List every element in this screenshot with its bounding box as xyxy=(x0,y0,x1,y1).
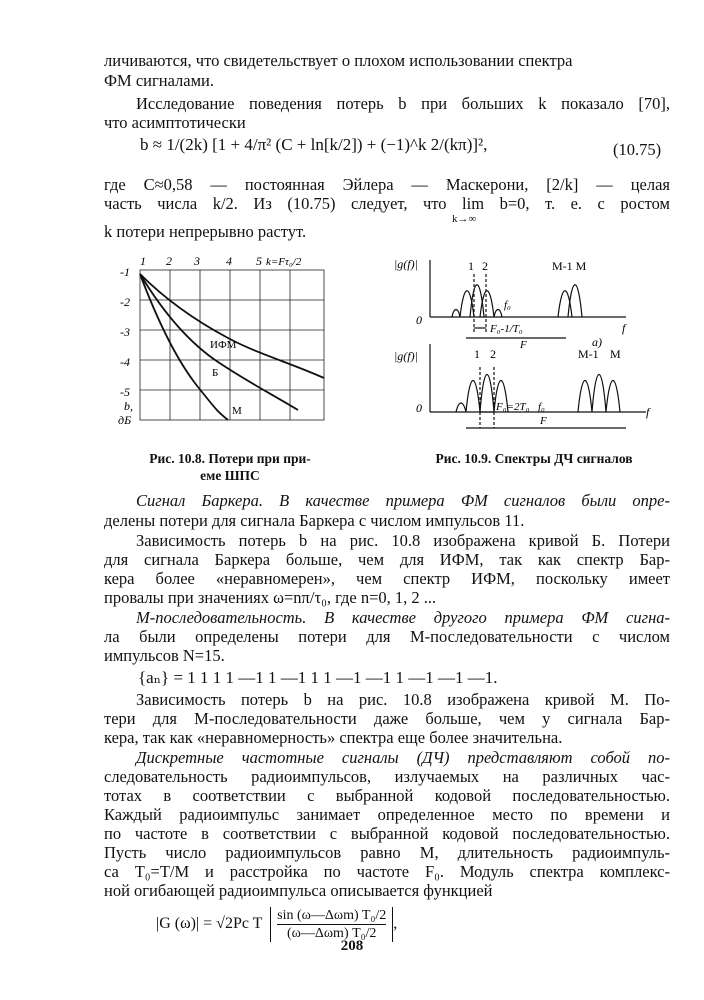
formula-10-75: b ≈ 1/(2k) [1 + 4/π² (C + ln[k/2]) + (−1)^k 2/(kπ)]², xyxy=(140,135,488,154)
formula-g: |G (ω)| = √2Pc T sin (ω—Δωm) T₀/2 (ω—Δωm) T₀/2 , xyxy=(156,908,398,941)
x-axis-label: k=Fτ₀/2 xyxy=(266,256,302,268)
f-label: f xyxy=(622,321,626,335)
peak-label: 1 xyxy=(474,347,480,361)
sequence-formula: {aₙ} = 1 1 1 1 —1 1 —1 1 1 —1 —1 1 —1 —1 —1. xyxy=(138,668,498,687)
f-label: f xyxy=(646,405,650,419)
peak-label: 2 xyxy=(490,347,496,361)
figure-10-8 xyxy=(108,252,334,432)
text-line: следовательность радиоимпульсов, излучаемых на различных час- xyxy=(104,767,670,786)
zero-label: 0 xyxy=(416,313,422,327)
numerator: sin (ω—Δωm) T₀/2 xyxy=(277,908,387,923)
text-line: ФМ сигналами. xyxy=(104,71,215,90)
run-in-heading: Сигнал Баркера. В качестве примера ФМ сигналов были опре- xyxy=(136,491,670,510)
text-line: са T₀=T/M и расстройка по частоте F₀. Модуль спектра комплекс- xyxy=(104,862,670,881)
peak-label: 1 xyxy=(468,259,474,273)
limit-subscript: k→∞ xyxy=(452,213,477,225)
x-tick: 3 xyxy=(194,254,200,268)
text-line: часть числа k/2. Из (10.75) следует, что lim b=0, т. е. с ростом xyxy=(104,194,670,213)
text-line: импульсов N=15. xyxy=(104,646,225,665)
text-line: Пусть число радиоимпульсов равно М, длительность радиоимпуль- xyxy=(104,843,670,862)
figure-caption: Рис. 10.9. Спектры ДЧ сигналов xyxy=(435,451,633,466)
text-line: k потери непрерывно растут. xyxy=(104,222,307,241)
dim-label: F xyxy=(540,415,547,427)
y-tick: -1 xyxy=(120,265,130,279)
x-tick: 4 xyxy=(226,254,232,268)
caption-line: Рис. 10.8. Потери при при- xyxy=(149,451,311,466)
panel-label: а) xyxy=(592,335,602,349)
y-axis-label: дБ xyxy=(118,413,132,427)
y-axis-label: b, xyxy=(124,399,133,413)
text-line: кера, так как «неравномерность» спектра еще более значительна. xyxy=(104,728,563,747)
text-line: где C≈0,58 — постоянная Эйлера — Маскерони, [2/k] — целая xyxy=(104,175,670,194)
formula-lhs: |G (ω)| = √2Pc T xyxy=(156,915,263,933)
peak-label: 2 xyxy=(482,259,488,273)
text-line: Зависимость потерь b на рис. 10.8 изображена кривой Б. Потери xyxy=(136,531,670,550)
text-line: тотах в соответствии с выбранной кодовой последовательностью. xyxy=(104,786,670,805)
y-tick: -3 xyxy=(120,325,130,339)
text-line: ной огибающей радиоимпульса описывается функцией xyxy=(104,881,493,900)
text-line: что асимптотически xyxy=(104,113,246,132)
figure-10-9 xyxy=(390,252,670,438)
text-line xyxy=(136,608,670,628)
text-line: по частоте в соответствии с выбранной кодовой последовательностью. xyxy=(104,824,670,843)
run-in-heading: Дискретные частотные сигналы (ДЧ) представляют собой по- xyxy=(136,748,670,767)
x-tick: 5 xyxy=(256,254,262,268)
denominator: (ω—Δωm) T₀/2 xyxy=(286,926,377,941)
text-line: кера более «неравномерен», чем спектр ИФМ, поскольку имеет xyxy=(104,569,670,588)
curve-label-ifm: ИФМ xyxy=(210,339,237,351)
x-tick: 1 xyxy=(140,254,146,268)
peak-label: M xyxy=(610,347,621,361)
text-line: делены потери для сигнала Баркера с числом импульсов 11. xyxy=(104,511,525,530)
curve-label-b: Б xyxy=(212,367,219,379)
text-line: тери для М-последовательности даже больше, чем у сигнала Бар- xyxy=(104,709,670,728)
f0-label: f₀ xyxy=(504,299,511,311)
text-line: ла были определены потери для М-последовательности с числом xyxy=(104,627,670,646)
figure-caption xyxy=(124,450,336,484)
y-tick: -4 xyxy=(120,355,130,369)
text-line: Исследование поведения потерь b при больших k показало [70], xyxy=(136,94,670,113)
peak-label: M-1 M xyxy=(552,259,587,273)
text-line: Зависимость потерь b на рис. 10.8 изображена кривой М. По- xyxy=(136,690,670,709)
text-line: Каждый радиоимпульс занимает определенное место по времени и xyxy=(104,805,670,824)
dim-label: F xyxy=(520,339,527,351)
text-line: провалы при значениях ω=nπ/τ₀, где n=0, 1, 2 ... xyxy=(104,588,437,607)
text-line: для сигнала Баркера больше, чем для ИФМ, так как спектр Бар- xyxy=(104,550,670,569)
dim-label: F₀-1/T₀ xyxy=(490,323,523,335)
curve-label-m: М xyxy=(232,405,242,417)
x-tick: 2 xyxy=(166,254,172,268)
peak-label: M-1 xyxy=(578,347,599,361)
text-line xyxy=(136,748,670,768)
run-in-heading: М-последовательность. В качестве другого примера ФМ сигна- xyxy=(136,608,670,627)
fraction xyxy=(270,907,393,942)
text-line xyxy=(136,491,670,511)
axis-label: |g(f)| xyxy=(394,257,418,271)
caption-line: еме ШПС xyxy=(200,468,260,483)
axis-label: |g(f)| xyxy=(394,349,418,363)
f0-label: f₀ xyxy=(538,401,545,413)
dim-label: F₀=2T₀ xyxy=(496,401,530,413)
page-number: 208 xyxy=(340,938,364,954)
equation-number: (10.75) xyxy=(613,140,662,159)
text-line: личиваются, что свидетельствует о плохом использовании спектра xyxy=(104,51,573,70)
curve-ifm xyxy=(140,274,324,378)
zero-label: 0 xyxy=(416,401,422,415)
y-tick: -5 xyxy=(120,385,130,399)
y-tick: -2 xyxy=(120,295,130,309)
